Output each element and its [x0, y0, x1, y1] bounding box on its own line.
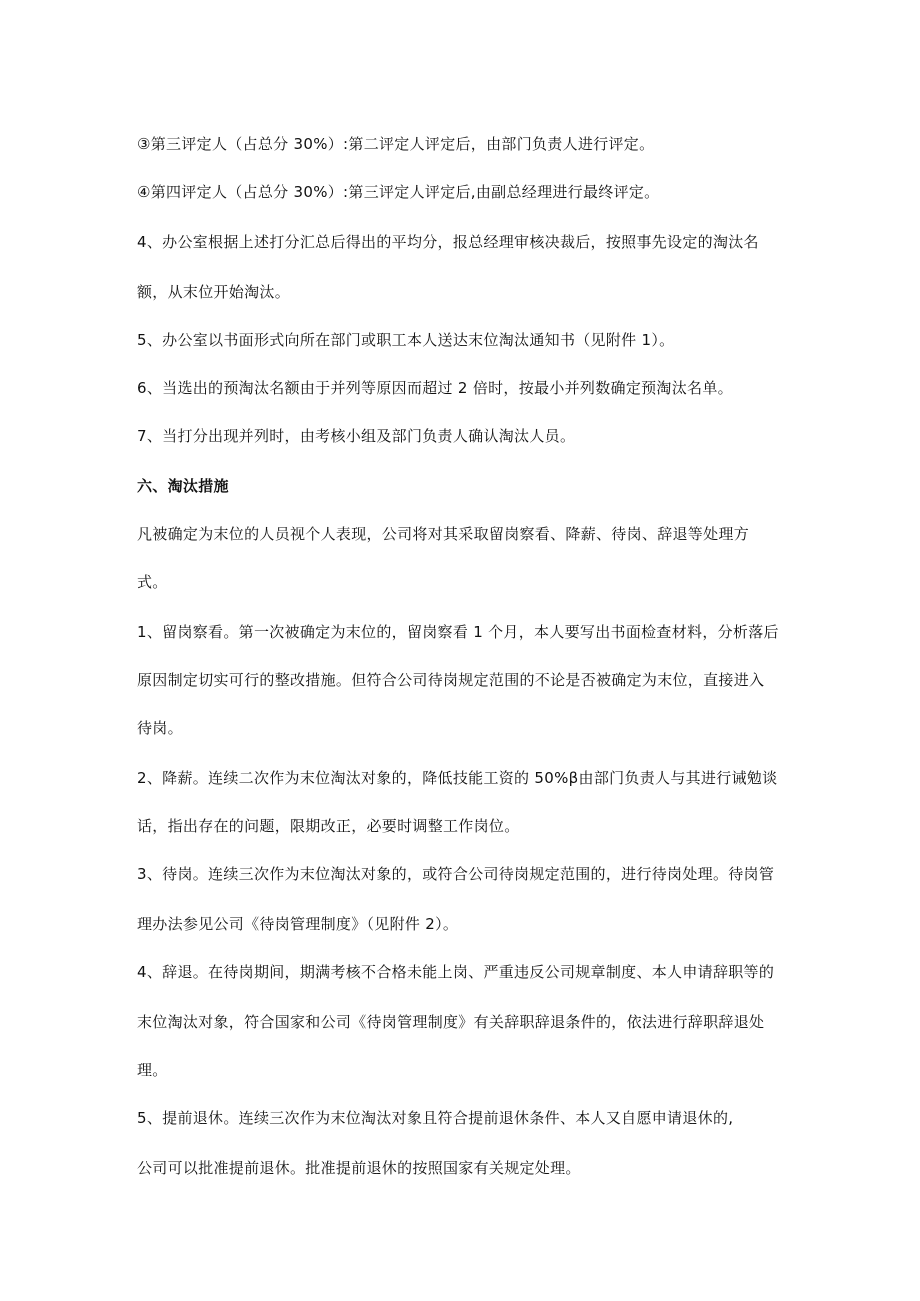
paragraph-line: 凡被确定为末位的人员视个人表现，公司将对其采取留岗察看、降薪、待岗、辞退等处理方 [137, 525, 750, 543]
paragraph-line: 2、降薪。连续二次作为末位淘汰对象的，降低技能工资的 50%β由部门负责人与其进行诫勉谈 [137, 769, 778, 787]
paragraph-line: 末位淘汰对象，符合国家和公司《待岗管理制度》有关辞职辞退条件的，依法进行辞职辞退处 [137, 1013, 765, 1031]
paragraph-line: 6、当选出的预淘汰名额由于并列等原因而超过 2 倍时，按最小并列数确定预淘汰名单。 [137, 379, 733, 397]
paragraph-line: 话，指出存在的问题，限期改正，必要时调整工作岗位。 [137, 817, 520, 835]
paragraph-line: 理。 [137, 1061, 168, 1079]
section-heading: 六、淘汰措施 [137, 477, 229, 495]
paragraph-line: 1、留岗察看。第一次被确定为末位的，留岗察看 1 个月，本人要写出书面检查材料，分析落后 [137, 623, 779, 641]
paragraph-line: 式。 [137, 573, 168, 591]
paragraph-line: ③第三评定人（占总分 30%）:第二评定人评定后，由部门负责人进行评定。 [137, 135, 655, 153]
paragraph-line: 理办法参见公司《待岗管理制度》（见附件 2）。 [137, 915, 459, 933]
paragraph-line: 5、办公室以书面形式向所在部门或职工本人送达末位淘汰通知书（见附件 1）。 [137, 331, 675, 349]
paragraph-line: 4、办公室根据上述打分汇总后得出的平均分，报总经理审核决裁后，按照事先设定的淘汰名 [137, 233, 759, 251]
paragraph-line: 公司可以批准提前退休。批准提前退休的按照国家有关规定处理。 [137, 1159, 581, 1177]
paragraph-line: 4、辞退。在待岗期间，期满考核不合格未能上岗、严重违反公司规章制度、本人申请辞职等的 [137, 963, 775, 981]
paragraph-line: 5、提前退休。连续三次作为末位淘汰对象且符合提前退休条件、本人又自愿申请退休的, [137, 1109, 734, 1127]
paragraph-line: ④第四评定人（占总分 30%）:第三评定人评定后,由副总经理进行最终评定。 [137, 183, 660, 201]
paragraph-line: 原因制定切实可行的整改措施。但符合公司待岗规定范围的不论是否被确定为末位，直接进入 [137, 671, 765, 689]
paragraph-line: 待岗。 [137, 719, 183, 737]
paragraph-line: 额，从末位开始淘汰。 [137, 283, 291, 301]
paragraph-line: 3、待岗。连续三次作为末位淘汰对象的，或符合公司待岗规定范围的，进行待岗处理。待岗管 [137, 865, 775, 883]
paragraph-line: 7、当打分出现并列时，由考核小组及部门负责人确认淘汰人员。 [137, 427, 576, 445]
